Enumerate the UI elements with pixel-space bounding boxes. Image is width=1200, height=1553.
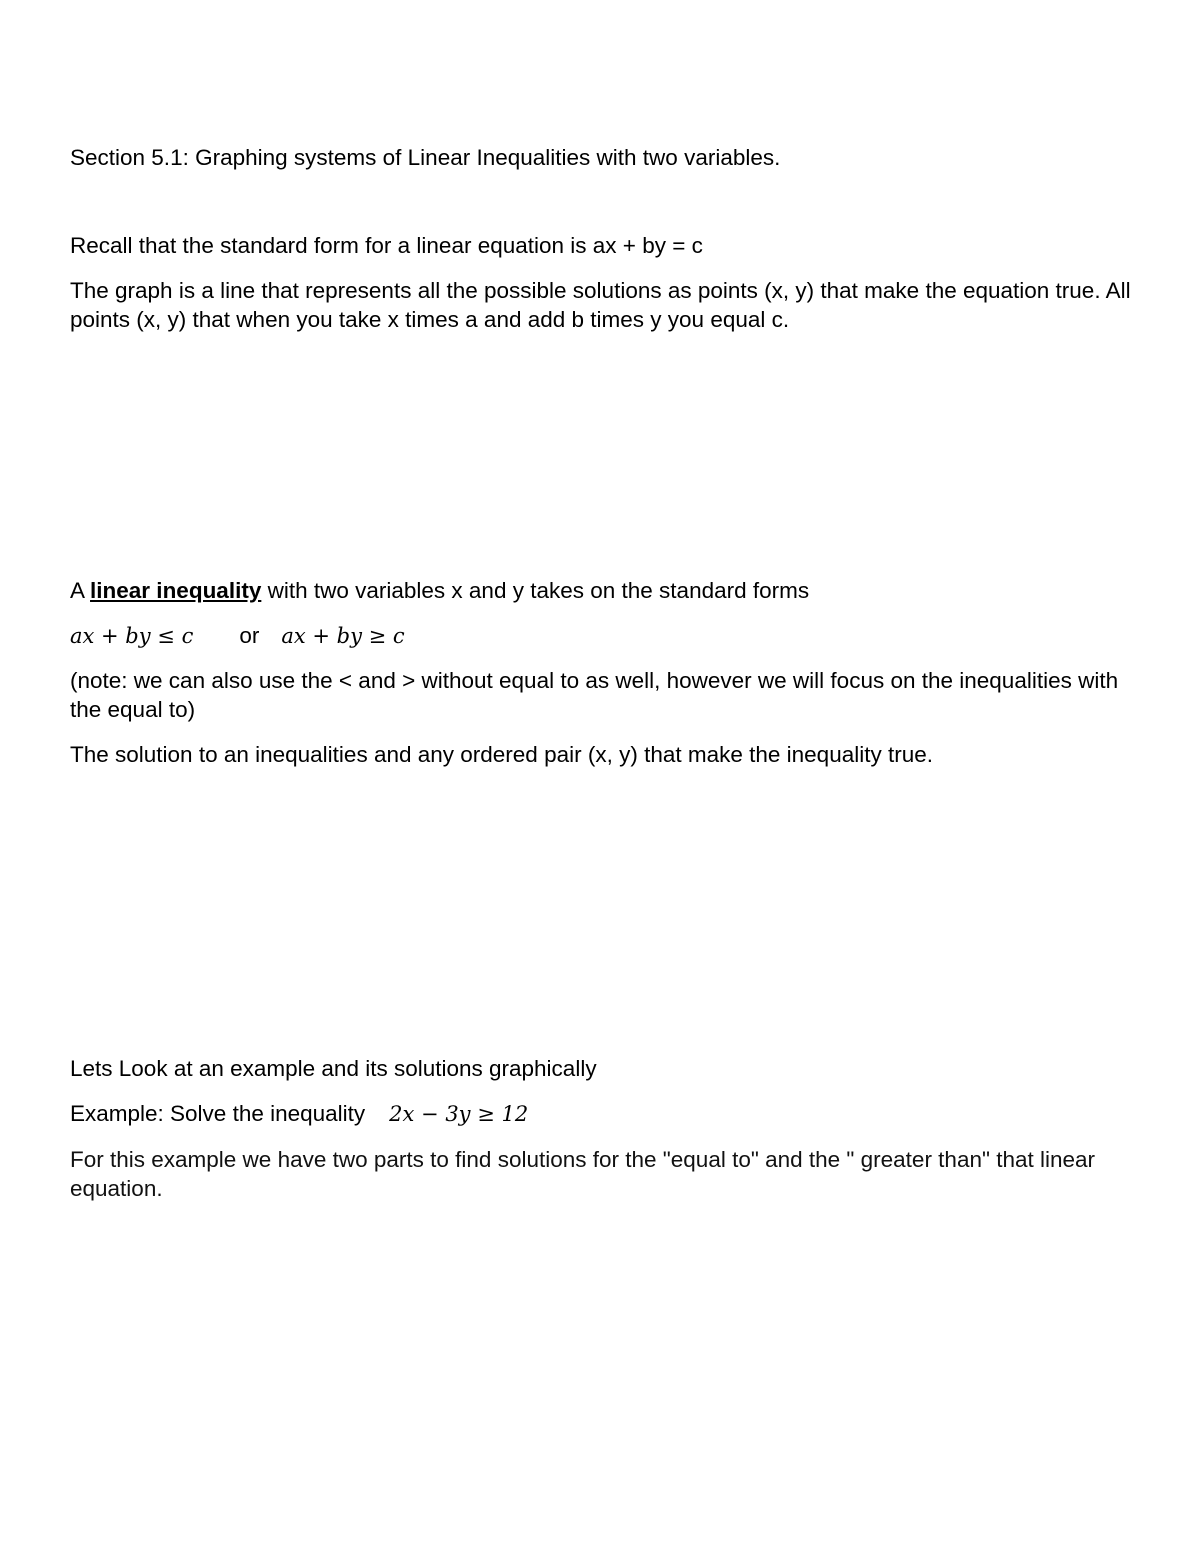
standard-form-ge: ax + by ≥ c <box>281 624 405 648</box>
inequality-intro-prefix: A <box>70 578 91 603</box>
example-label: Example: Solve the inequality <box>70 1101 366 1126</box>
example-paragraph: For this example we have two parts to find solutions for the "equal to" and the " greater than" that linear equation. <box>70 1147 1096 1201</box>
linear-inequality-term: linear inequality <box>90 578 262 603</box>
example-intro: Lets Look at an example and its solutions graphically <box>70 1056 597 1081</box>
section-title: Section 5.1: Graphing systems of Linear Inequalities with two variables. <box>70 145 781 170</box>
inequality-intro-suffix: with two variables x and y takes on the standard forms <box>261 578 810 603</box>
note-paragraph: (note: we can also use the < and > without equal to as well, however we will focus on the inequalities with the equal to) <box>70 668 1119 722</box>
standard-forms <box>70 621 405 651</box>
example-inequality: 2x − 3y ≥ 12 <box>389 1102 529 1126</box>
recall-line: Recall that the standard form for a linear equation is ax + by = c <box>70 233 703 258</box>
inequality-intro <box>70 576 809 605</box>
standard-form-connector: or <box>239 623 260 648</box>
standard-form-le: ax + by ≤ c <box>70 624 194 648</box>
solution-line: The solution to an inequalities and any ordered pair (x, y) that make the inequality true. <box>70 742 933 767</box>
graph-paragraph: The graph is a line that represents all the possible solutions as points (x, y) that make the equation true. All points (x, y) that when you take x times a and add b times y you equal c. <box>70 278 1131 332</box>
example-line <box>70 1099 528 1129</box>
